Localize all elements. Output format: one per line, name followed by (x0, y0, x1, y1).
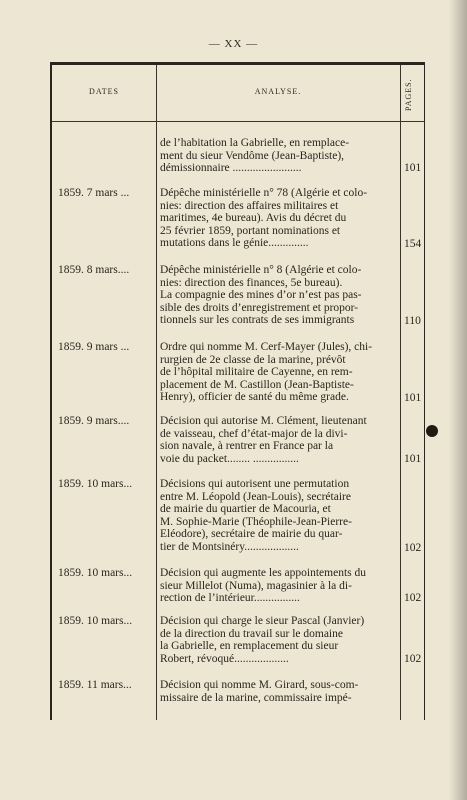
entry-date: 1859. 9 mars.... (58, 415, 130, 427)
entry-text: Ordre qui nomme M. Cerf-Mayer (Jules), chi- rurgien de 2e classe de la marine, prévôt de l’hôpital militaire de Cayenne, en rem- placement de M. Castillon (Jean-Baptiste- Henry), officier de santé du même grade. (160, 341, 373, 404)
entry-date: 1859. 8 mars.... (58, 264, 130, 276)
page-number: — XX — (208, 38, 259, 50)
entry-page: 101 (404, 162, 422, 174)
entry-date: 1859. 11 mars... (58, 679, 132, 691)
entry-text: Dépêche ministérielle n° 8 (Algérie et colo- nies: direction des finances, 5e bureau). La compagnie des mines d’or n’est pas pas- sible des droits d’enregistrement et propor- tionnels sur les contrats de ses immigrants (160, 264, 362, 327)
entry-text: Décisions qui autorisent une permutation entre M. Léopold (Jean-Louis), secrétaire de mairie du quartier de Macouria, et M. Sophie-Marie (Théophile-Jean-Pierre- Eléodore), secrétaire de mairie du quar- tier de Montsinéry................... (160, 478, 352, 553)
page-edge-dot (426, 425, 438, 437)
entry-date: 1859. 7 mars ... (58, 187, 130, 199)
entry-text: de l’habitation la Gabrielle, en remplace- ment du sieur Vendôme (Jean-Baptiste), démissionnaire ........................ (160, 137, 350, 175)
entry-page: 101 (404, 392, 422, 404)
entry-page: 101 (404, 453, 422, 465)
table-header (52, 65, 424, 122)
entry-page: 102 (404, 592, 422, 604)
entry-date: 1859. 9 mars ... (58, 341, 130, 353)
entry-date: 1859. 10 mars... (58, 615, 133, 627)
header-dates: DATES (89, 87, 119, 96)
column-divider-pages (400, 65, 401, 720)
column-divider-dates (156, 65, 157, 720)
entry-page: 102 (404, 653, 422, 665)
entry-text: Dépêche ministérielle n° 78 (Algérie et colo- nies: direction des affaires militaires et maritimes, 4e bureau). Avis du décret du 25 février 1859, portant nominations et mutations dans le génie.............. (160, 187, 368, 250)
entry-text: Décision qui nomme M. Girard, sous-com- missaire de la marine, commissaire impé- (160, 679, 359, 704)
entry-page: 102 (404, 542, 422, 554)
entry-date: 1859. 10 mars... (58, 567, 133, 579)
entry-date: 1859. 10 mars... (58, 478, 133, 490)
header-pages: PAGES. (404, 78, 413, 112)
entry-page: 110 (404, 315, 421, 327)
header-analyse: ANALYSE. (254, 87, 302, 96)
entry-text: Décision qui autorise M. Clément, lieutenant de vaisseau, chef d’état-major de la divi- sion navale, à rentrer en France par la voie du packet........ ................ (160, 415, 367, 465)
entry-page: 154 (404, 238, 422, 250)
table-frame (50, 62, 425, 720)
entry-text: Décision qui charge le sieur Pascal (Janvier) de la direction du travail sur le domaine la Gabrielle, en remplacement du sieur Robert, révoqué................... (160, 615, 365, 665)
entry-text: Décision qui augmente les appointements du sieur Millelot (Numa), magasinier à la di- rection de l’intérieur................ (160, 567, 366, 605)
page-edge-shadow (449, 0, 467, 800)
